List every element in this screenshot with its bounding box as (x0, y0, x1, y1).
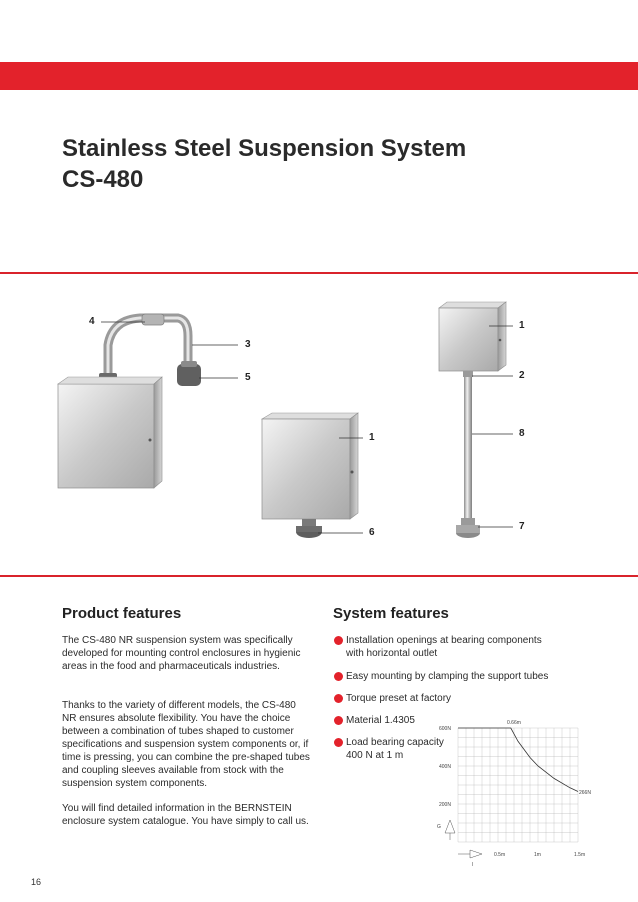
x-axis-arrow (458, 850, 482, 858)
callout-1-middle: 1 (369, 432, 375, 443)
middle-enclosure-assembly (262, 413, 358, 538)
bullet-dot (334, 636, 343, 645)
callout-3: 3 (245, 339, 251, 350)
product-paragraph-3: You will find detailed information in the BERNSTEIN enclosure system catalogue. You have simply to call us. (62, 803, 309, 827)
title-line-1: Stainless Steel Suspension System (62, 135, 467, 162)
y-tick-label: 400N (439, 764, 451, 770)
product-paragraph-2: Thanks to the variety of different models, the CS-480 NR ensures absolute flexibility. You have the choice between a combination of tubes shaped to customer specifications and suspension system components or, if time is pressing, you can combine the pre-shaped tubes and coupling sleeves available from stock with the suspension system components. (62, 700, 310, 789)
callout-6: 6 (369, 527, 375, 538)
product-paragraph-1: The CS-480 NR suspension system was specifically developed for mounting control enclosures in hygienic areas in the food and pharmaceuticals industries. (62, 635, 301, 672)
feature-item-4: Material 1.4305 (346, 715, 415, 726)
page-title (62, 133, 466, 195)
callout-2: 2 (519, 370, 525, 381)
y-axis-arrow (445, 820, 455, 840)
feature-item-2: Easy mounting by clamping the support tubes (346, 671, 549, 682)
y-tick-label: 200N (439, 802, 451, 808)
system-features-heading: System features (333, 605, 449, 622)
callout-1-right: 1 (519, 320, 525, 331)
page-number: 16 (31, 877, 42, 887)
product-features-heading: Product features (62, 605, 182, 622)
callout-8: 8 (519, 428, 525, 439)
callout-4: 4 (89, 316, 95, 327)
x-axis-label: l (472, 862, 474, 868)
x-tick-label: 1.5m (574, 852, 586, 858)
callout-5: 5 (245, 372, 251, 383)
bullet-dot (334, 694, 343, 703)
product-illustration (0, 288, 638, 573)
chart-grid (458, 728, 578, 842)
bullet-dot (334, 716, 343, 725)
top-divider (0, 272, 638, 274)
x-tick-label: 1m (534, 852, 541, 858)
x-tick-label: 0.5m (494, 852, 506, 858)
y-tick-label: 600N (439, 726, 451, 732)
annotation-066m: 0.66m (507, 720, 521, 726)
left-enclosure-assembly (58, 314, 201, 488)
right-enclosure-assembly (439, 302, 506, 538)
bullet-dot (334, 672, 343, 681)
y-axis-label: G (437, 824, 441, 830)
bullet-dot (334, 738, 343, 747)
title-line-2: CS-480 (62, 166, 144, 193)
chart-tick-labels (439, 726, 585, 858)
annotation-266n: 266N (579, 790, 591, 796)
feature-item-1: Installation openings at bearing components with horizontal outlet (346, 635, 542, 659)
callout-7: 7 (519, 521, 525, 532)
feature-item-5: Load bearing capacity 400 N at 1 m (346, 737, 444, 761)
bottom-divider (0, 575, 638, 577)
load-capacity-chart (428, 716, 591, 876)
header-red-band (0, 62, 638, 90)
feature-item-3: Torque preset at factory (346, 693, 452, 704)
